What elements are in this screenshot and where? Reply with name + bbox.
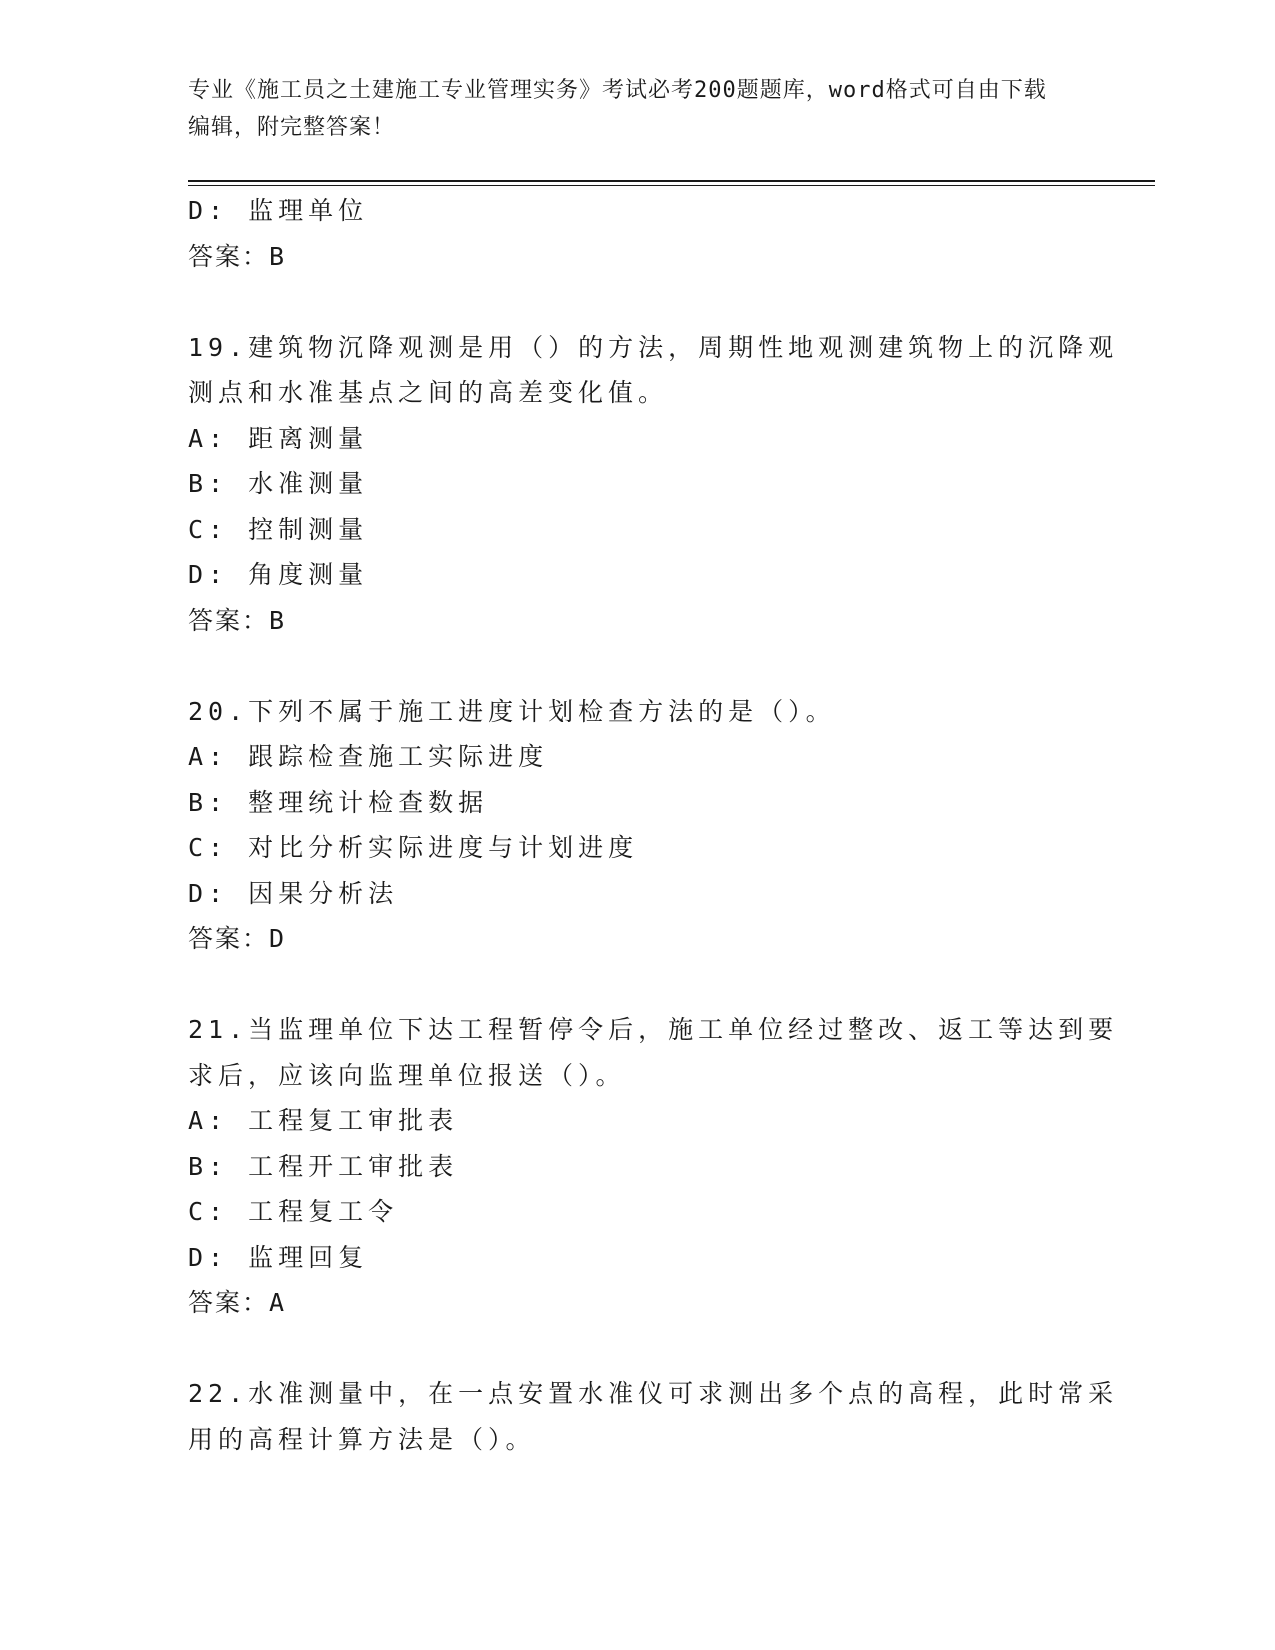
- spacer: [188, 1326, 1088, 1372]
- header-divider: [188, 180, 1155, 186]
- page-header-title: 专业《施工员之土建施工专业管理实务》考试必考200题题库，word格式可自由下载编辑，附完整答案！: [188, 78, 1047, 140]
- option-d: D: 监理回复: [188, 1242, 369, 1272]
- option-b: B: 工程开工审批表: [188, 1151, 459, 1181]
- question-text: 19.建筑物沉降观测是用（）的方法，周期性地观测建筑物上的沉降观: [188, 332, 1119, 362]
- question-text: 20.下列不属于施工进度计划检查方法的是（）。: [188, 696, 836, 726]
- option-c: C: 对比分析实际进度与计划进度: [188, 833, 639, 862]
- question-text-continued: 用的高程计算方法是（）。: [188, 1424, 536, 1454]
- page-header: [188, 72, 1068, 146]
- question-21: [188, 1007, 1119, 1326]
- spacer: [188, 279, 1088, 325]
- option-d: D: 角度测量: [188, 560, 369, 589]
- answer: 答案：B: [188, 605, 287, 635]
- question-19: [188, 325, 1119, 644]
- question-text: 21.当监理单位下达工程暂停令后，施工单位经过整改、返工等达到要: [188, 1015, 1119, 1044]
- option-c: C: 工程复工令: [188, 1197, 399, 1226]
- question-text-continued: 测点和水准基点之间的高差变化值。: [188, 378, 669, 407]
- answer: 答案：B: [188, 241, 287, 271]
- answer: 答案：A: [188, 1288, 287, 1317]
- question-22: [188, 1371, 1119, 1462]
- document-body: [188, 188, 1119, 1462]
- option-a: A: 跟踪检查施工实际进度: [188, 742, 549, 771]
- question-20: [188, 689, 1088, 962]
- spacer: [188, 962, 1088, 1008]
- option-b: B: 水准测量: [188, 469, 369, 498]
- question-text-continued: 求后，应该向监理单位报送（）。: [188, 1060, 626, 1090]
- option-a: A: 距离测量: [188, 423, 369, 453]
- spacer: [188, 643, 1088, 689]
- option-d: D: 监理单位: [188, 196, 369, 225]
- answer: 答案：D: [188, 924, 287, 953]
- option-c: C: 控制测量: [188, 514, 369, 544]
- question-text: 22.水准测量中，在一点安置水准仪可求测出多个点的高程，此时常采: [188, 1379, 1119, 1408]
- option-d: D: 因果分析法: [188, 878, 399, 908]
- option-b: B: 整理统计检查数据: [188, 787, 489, 817]
- option-a: A: 工程复工审批表: [188, 1106, 459, 1135]
